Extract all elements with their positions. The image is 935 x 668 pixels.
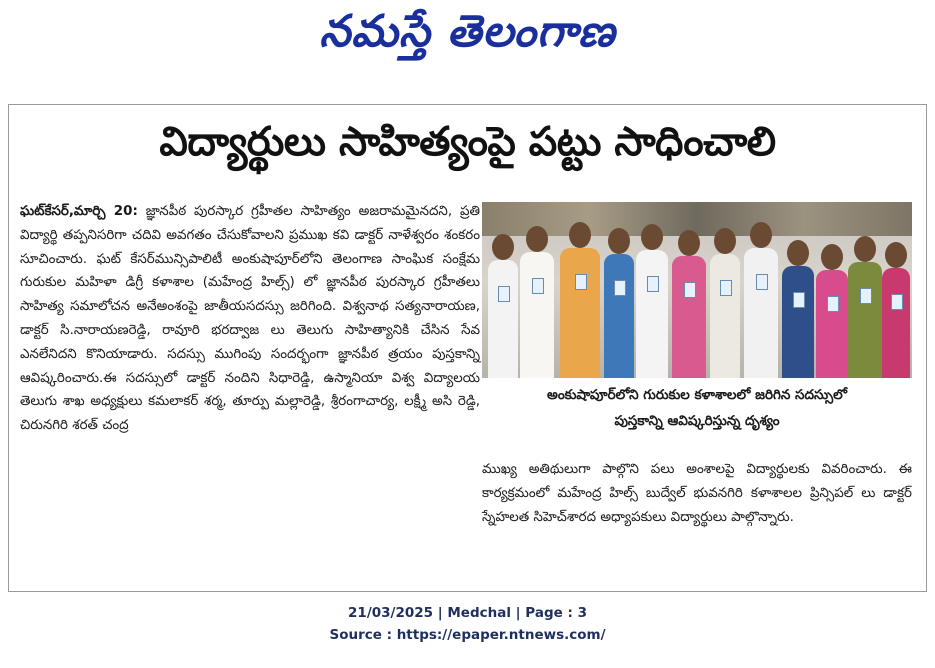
photo-background-banner: [482, 202, 912, 236]
person-head: [569, 222, 591, 248]
book-icon: [860, 288, 872, 304]
article-body-right: [482, 458, 912, 529]
person-figure: [882, 268, 910, 378]
page-footer: [0, 602, 935, 646]
person-figure: [848, 262, 882, 378]
book-icon: [720, 280, 732, 296]
book-icon: [827, 296, 839, 312]
caption-line-2: పుస్తకాన్ని ఆవిష్కరిస్తున్న దృశ్యం: [614, 413, 780, 429]
person-figure: [636, 250, 668, 378]
article-paragraph: [20, 200, 480, 438]
person-figure: [672, 256, 706, 378]
article-headline: విద్యార్థులు సాహిత్యంపై పట్టు సాధించాలి: [159, 119, 776, 165]
person-figure: [488, 260, 518, 378]
person-head: [641, 224, 663, 250]
person-head: [787, 240, 809, 266]
person-head: [678, 230, 700, 256]
person-head: [492, 234, 514, 260]
article-text-left: జ్ఞానపీఠ పురస్కార గ్రహీతల సాహిత్యం అజరామమైనదని, ప్రతి విద్యార్థి తప్పనిసరిగా చదివి అవగతం చేసుకోవాలని ప్రముఖ కవి డాక్టర్ నాళేశ్వరం శంకరం సూచించారు. ఘట్ కేసర్‌మున్సిపాలిటీ అంకుషాపూర్‌లోని తెలంగాణ సాంఘిక సంక్షేమ గురుకుల మహిళా డిగ్రీ కళాశాల (మహేంద్ర హిల్స్) లో జ్ఞానపీఠ పురస్కార గ్రహీతలు సాహిత్య సమాలోచన అనేఅంశంపై జాతీయసదస్సు జరిగింది. విశ్వనాథ సత్యనారాయణ, డాక్టర్ సి.నారాయణరెడ్డి, రావూరి భరద్వాజ లు తెలుగు సాహిత్యానికి చేసిన సేవ ఎనలేనిదని కొనియాడారు. సదస్సు ముగింపు సందర్భంగా జ్ఞానపీఠ త్రయం పుస్తకాన్ని ఆవిష్కరించారు.ఈ సదస్సులో డాక్టర్ నందిని సిధారెడ్డి, ఉస్మానియా విశ్వ విద్యాలయ తెలుగు శాఖ అధ్యక్షులు కమలాకర్ శర్మ, తూర్పు మల్లారెడ్డి, శ్రీరంగాచార్య, లక్ష్మీ అసి రెడ్డి, చిరునగిరి శరత్ చంద్ర: [20, 204, 480, 434]
book-icon: [498, 286, 510, 302]
book-icon: [647, 276, 659, 292]
person-figure: [520, 252, 554, 378]
article-body-left: [20, 200, 480, 438]
person-head: [608, 228, 630, 254]
book-icon: [614, 280, 626, 296]
person-head: [885, 242, 907, 268]
book-icon: [891, 294, 903, 310]
person-head: [750, 222, 772, 248]
book-icon: [575, 274, 587, 290]
event-photo: [482, 202, 912, 378]
person-figure: [710, 254, 740, 378]
masthead-logo: నమస్తే తెలంగాణ: [319, 6, 616, 57]
footer-date-line: 21/03/2025 | Medchal | Page : 3: [348, 605, 587, 621]
book-icon: [684, 282, 696, 298]
book-icon: [532, 278, 544, 294]
dateline: ఘట్‌కేసర్,మార్చి 20:: [20, 204, 138, 219]
footer-source-line: Source : https://epaper.ntnews.com/: [329, 627, 606, 643]
person-head: [821, 244, 843, 270]
person-figure: [782, 266, 814, 378]
book-icon: [756, 274, 768, 290]
book-icon: [793, 292, 805, 308]
person-head: [714, 228, 736, 254]
person-figure: [816, 270, 848, 378]
photo-caption: [482, 382, 912, 434]
caption-line-1: అంకుషాపూర్‌లోని గురుకుల కళాశాలలో జరిగిన సదస్సులో: [547, 387, 847, 403]
person-head: [854, 236, 876, 262]
person-figure: [744, 248, 778, 378]
person-figure: [560, 248, 600, 378]
person-head: [526, 226, 548, 252]
person-figure: [604, 254, 634, 378]
article-text-right: ముఖ్య అతిథులుగా పాల్గొని పలు అంశాలపై విద్యార్థులకు వివరించారు. ఈ కార్యక్రమంలో మహేంద్ర హిల్స్ బుద్వేల్ భువనగిరి కళాశాలల ప్రిన్సిపల్ లు డాక్టర్ స్నేహలత సిహెచ్‌శారద అధ్యాపకులు విద్యార్థులు పాల్గొన్నారు.: [482, 462, 912, 525]
